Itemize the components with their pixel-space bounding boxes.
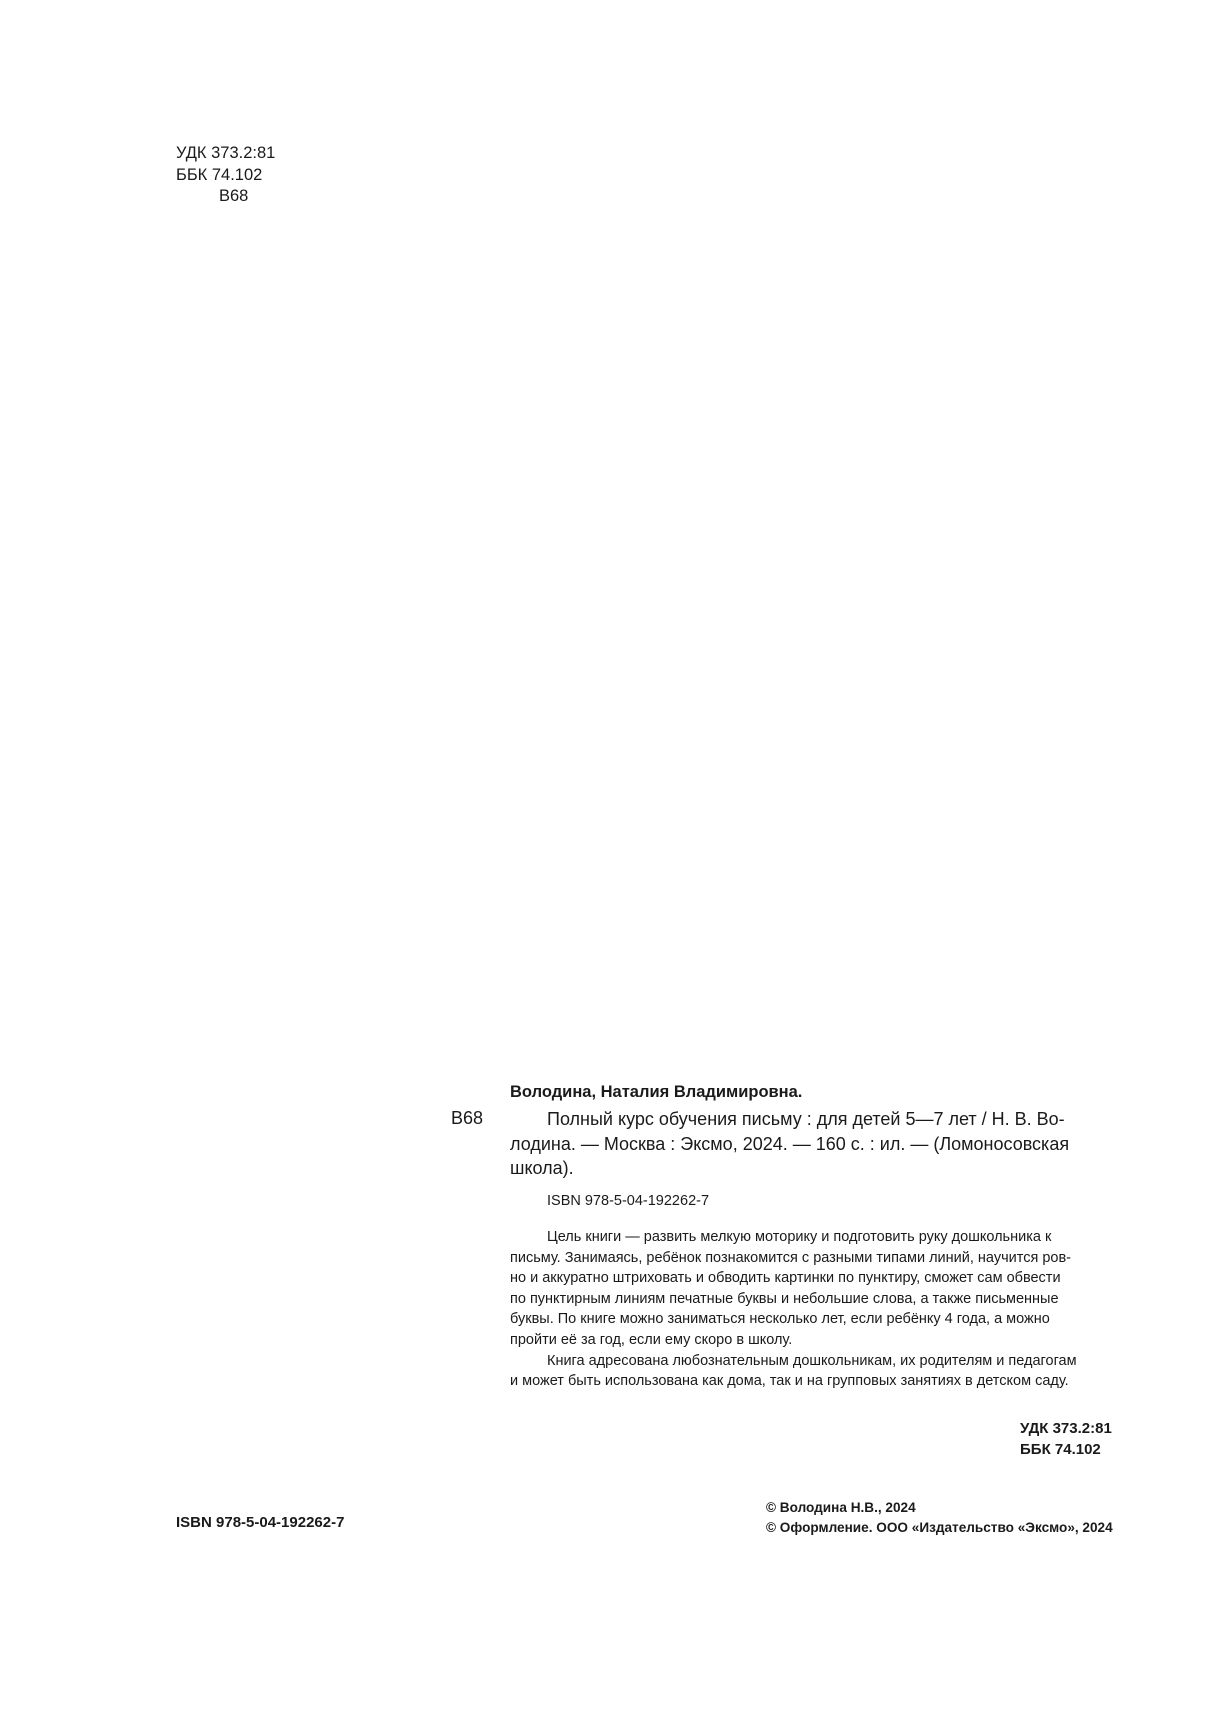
description-line: лодина. — Москва : Эксмо, 2024. — 160 с. : ил. — (Ломоносовская: [510, 1133, 1070, 1154]
card-classification-codes: [1020, 1418, 1112, 1460]
footer-isbn: ISBN 978-5-04-192262-7: [176, 1514, 345, 1531]
card-bbk-code: ББК 74.102: [1020, 1441, 1101, 1458]
card-isbn: ISBN 978-5-04-192262-7: [547, 1193, 710, 1209]
annotation-line: пройти её за год, если ему скоро в школу.: [510, 1331, 793, 1348]
bbk-code: ББК 74.102: [176, 165, 263, 184]
card-author-mark: В68: [451, 1108, 484, 1128]
annotation-line: и может быть использована как дома, так и на групповых занятиях в детском саду.: [510, 1373, 1069, 1390]
udk-code: УДК 373.2:81: [176, 144, 276, 162]
annotation: [510, 1227, 1118, 1392]
annotation-line: по пунктирным линиям печатные буквы и небольшие слова, а также письменные: [510, 1290, 1059, 1307]
annotation-line: письму. Занимаясь, ребёнок познакомится с разными типами линий, научится ров-: [510, 1249, 1071, 1266]
card-udk-code: УДК 373.2:81: [1020, 1420, 1112, 1437]
annotation-line: буквы. По книге можно заниматься несколько лет, если ребёнку 4 года, а можно: [510, 1311, 1050, 1328]
copyright-design: © Оформление. ООО «Издательство «Эксмо», 2024: [766, 1520, 1113, 1535]
annotation-line: но и аккуратно штриховать и обводить картинки по пунктиру, сможет сам обвести: [510, 1270, 1061, 1287]
top-classification-codes: [176, 143, 275, 208]
copyright-block: [766, 1498, 1113, 1538]
description-line: школа).: [510, 1158, 574, 1178]
annotation-line: Цель книги — развить мелкую моторику и подготовить руку дошкольника к: [547, 1229, 1052, 1245]
author-heading: Володина, Наталия Владимировна.: [510, 1083, 803, 1101]
bibliographic-description: [510, 1107, 1118, 1181]
copyright-author: © Володина Н.В., 2024: [766, 1500, 916, 1515]
description-line: Полный курс обучения письму : для детей 5—7 лет / Н. В. Во-: [547, 1109, 1065, 1129]
author-mark: В68: [219, 187, 249, 205]
annotation-line: Книга адресована любознательным дошкольникам, их родителям и педагогам: [547, 1352, 1077, 1369]
